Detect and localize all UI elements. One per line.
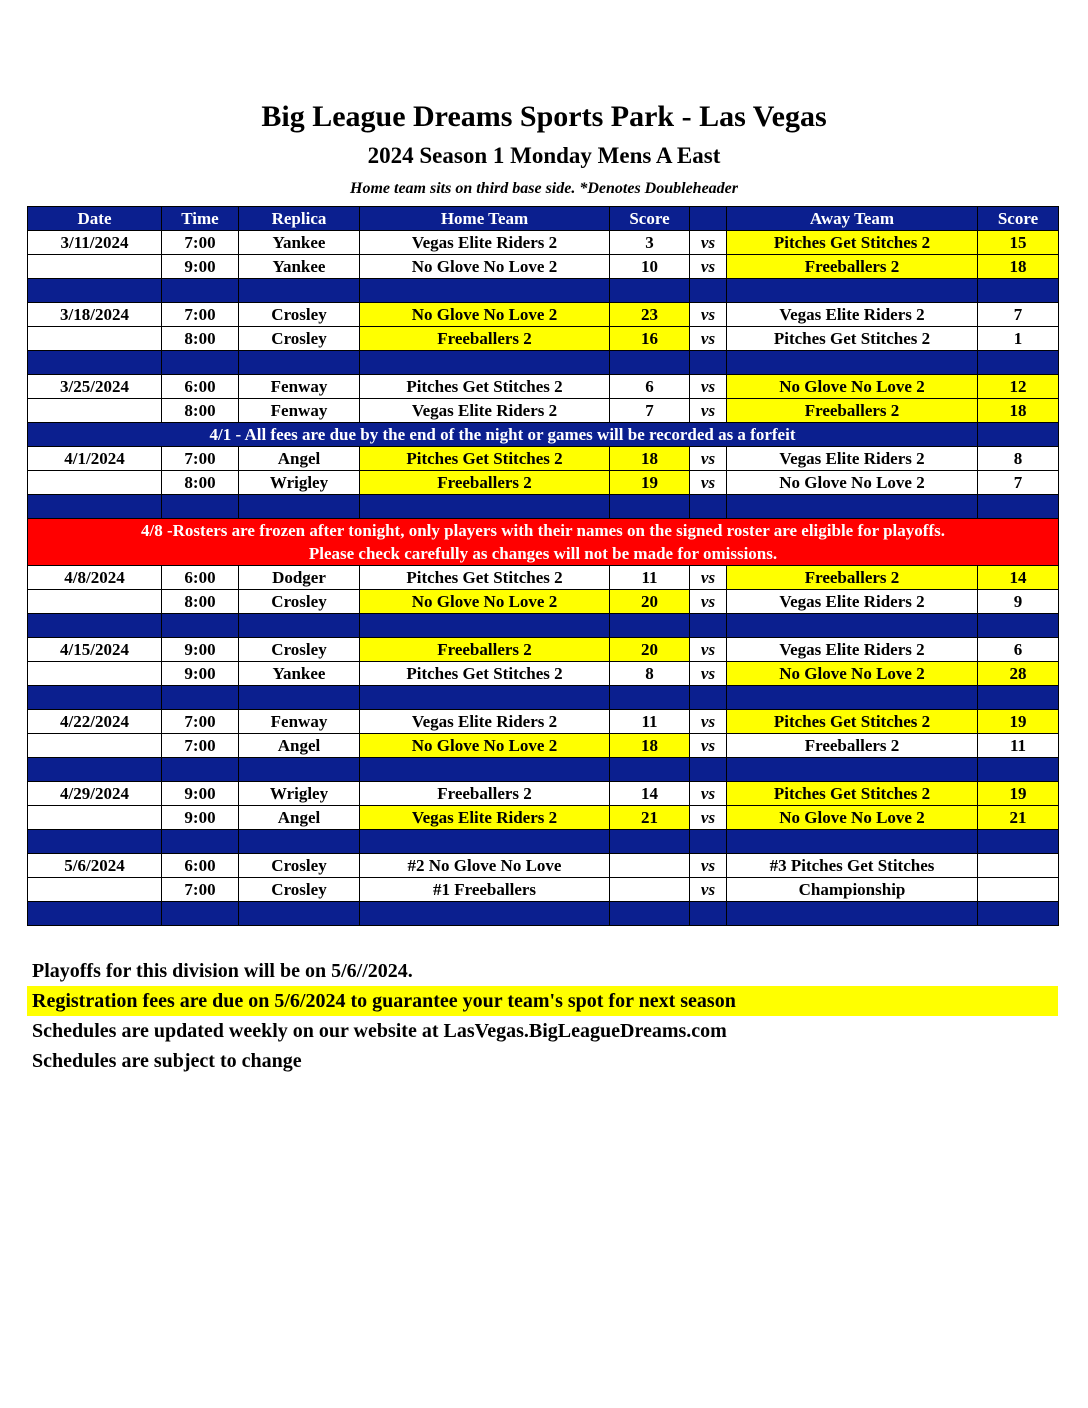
home-team: Freeballers 2 [360, 638, 610, 662]
separator-cell [610, 279, 690, 303]
home-team: Pitches Get Stitches 2 [360, 375, 610, 399]
away-team: Vegas Elite Riders 2 [727, 447, 978, 471]
vs-label: vs [690, 399, 727, 423]
alert-row [28, 519, 1059, 543]
game-replica: Angel [239, 447, 360, 471]
game-replica: Crosley [239, 303, 360, 327]
home-score: 3 [610, 231, 690, 255]
vs-label: vs [690, 638, 727, 662]
separator-cell [239, 351, 360, 375]
game-time: 9:00 [162, 782, 239, 806]
vs-label: vs [690, 590, 727, 614]
header-replica: Replica [239, 207, 360, 231]
separator-cell [727, 902, 978, 926]
game-replica: Crosley [239, 590, 360, 614]
game-time: 8:00 [162, 399, 239, 423]
separator-cell [239, 614, 360, 638]
away-score: 8 [978, 447, 1059, 471]
separator-cell [162, 495, 239, 519]
away-score: 19 [978, 782, 1059, 806]
separator-cell [690, 495, 727, 519]
game-time: 9:00 [162, 662, 239, 686]
game-replica: Angel [239, 734, 360, 758]
home-score [610, 854, 690, 878]
separator-row [28, 495, 1059, 519]
home-score [610, 878, 690, 902]
home-score: 16 [610, 327, 690, 351]
separator-cell [162, 902, 239, 926]
separator-cell [978, 614, 1059, 638]
home-team: Pitches Get Stitches 2 [360, 447, 610, 471]
away-score: 21 [978, 806, 1059, 830]
separator-cell [727, 830, 978, 854]
header-date: Date [28, 207, 162, 231]
vs-label: vs [690, 710, 727, 734]
game-row [28, 303, 1059, 327]
game-replica: Fenway [239, 375, 360, 399]
away-team: Pitches Get Stitches 2 [727, 782, 978, 806]
game-row [28, 782, 1059, 806]
game-time: 9:00 [162, 255, 239, 279]
game-time: 7:00 [162, 734, 239, 758]
separator-cell [610, 686, 690, 710]
game-row [28, 255, 1059, 279]
separator-cell [28, 614, 162, 638]
header-row [28, 207, 1059, 231]
game-date [28, 806, 162, 830]
game-replica: Fenway [239, 399, 360, 423]
game-row [28, 806, 1059, 830]
separator-cell [978, 686, 1059, 710]
vs-label: vs [690, 878, 727, 902]
separator-cell [239, 686, 360, 710]
game-row [28, 327, 1059, 351]
home-team: Pitches Get Stitches 2 [360, 566, 610, 590]
away-team: Vegas Elite Riders 2 [727, 590, 978, 614]
game-date: 3/18/2024 [28, 303, 162, 327]
game-replica: Yankee [239, 662, 360, 686]
game-date: 4/15/2024 [28, 638, 162, 662]
vs-label: vs [690, 782, 727, 806]
alert-text: 4/8 -Rosters are frozen after tonight, only players with their names on the signed roster are eligible for playoffs. [28, 519, 1059, 543]
header-time: Time [162, 207, 239, 231]
schedule-table [27, 206, 1059, 926]
vs-label: vs [690, 471, 727, 495]
footer-line: Registration fees are due on 5/6/2024 to guarantee your team's spot for next season [27, 986, 1058, 1016]
game-date [28, 590, 162, 614]
home-team: No Glove No Love 2 [360, 590, 610, 614]
separator-cell [28, 279, 162, 303]
game-row [28, 231, 1059, 255]
separator-cell [360, 279, 610, 303]
game-time: 9:00 [162, 638, 239, 662]
away-team: Vegas Elite Riders 2 [727, 303, 978, 327]
separator-cell [610, 351, 690, 375]
game-time: 7:00 [162, 710, 239, 734]
vs-label: vs [690, 806, 727, 830]
separator-cell [727, 614, 978, 638]
game-time: 7:00 [162, 231, 239, 255]
separator-cell [978, 351, 1059, 375]
alert-row [28, 542, 1059, 566]
vs-label: vs [690, 255, 727, 279]
game-replica: Crosley [239, 854, 360, 878]
away-score: 9 [978, 590, 1059, 614]
separator-cell [978, 758, 1059, 782]
header-home-team: Home Team [360, 207, 610, 231]
away-score: 1 [978, 327, 1059, 351]
away-score [978, 854, 1059, 878]
footer-line: Schedules are subject to change [32, 1050, 302, 1072]
game-row [28, 662, 1059, 686]
away-score: 7 [978, 471, 1059, 495]
game-replica: Dodger [239, 566, 360, 590]
game-date [28, 662, 162, 686]
separator-row [28, 902, 1059, 926]
home-team: Vegas Elite Riders 2 [360, 806, 610, 830]
separator-cell [239, 495, 360, 519]
home-team: Freeballers 2 [360, 327, 610, 351]
home-score: 10 [610, 255, 690, 279]
game-row [28, 590, 1059, 614]
home-team: Vegas Elite Riders 2 [360, 710, 610, 734]
vs-label: vs [690, 447, 727, 471]
game-replica: Yankee [239, 255, 360, 279]
game-replica: Crosley [239, 638, 360, 662]
game-replica: Wrigley [239, 471, 360, 495]
home-score: 19 [610, 471, 690, 495]
separator-cell [727, 279, 978, 303]
game-date [28, 255, 162, 279]
home-team: Vegas Elite Riders 2 [360, 231, 610, 255]
home-team: No Glove No Love 2 [360, 303, 610, 327]
game-date: 4/22/2024 [28, 710, 162, 734]
vs-label: vs [690, 231, 727, 255]
home-score: 18 [610, 734, 690, 758]
away-team: No Glove No Love 2 [727, 375, 978, 399]
separator-cell [239, 758, 360, 782]
separator-cell [690, 830, 727, 854]
game-date [28, 471, 162, 495]
game-replica: Fenway [239, 710, 360, 734]
home-score: 14 [610, 782, 690, 806]
separator-cell [610, 614, 690, 638]
separator-cell [239, 830, 360, 854]
header-away-team: Away Team [727, 207, 978, 231]
game-date: 4/29/2024 [28, 782, 162, 806]
separator-row [28, 614, 1059, 638]
away-score: 7 [978, 303, 1059, 327]
game-date: 3/25/2024 [28, 375, 162, 399]
away-team: No Glove No Love 2 [727, 662, 978, 686]
home-team: Pitches Get Stitches 2 [360, 662, 610, 686]
vs-label: vs [690, 303, 727, 327]
away-team: Freeballers 2 [727, 255, 978, 279]
away-score: 14 [978, 566, 1059, 590]
away-team: Pitches Get Stitches 2 [727, 327, 978, 351]
separator-cell [610, 830, 690, 854]
vs-label: vs [690, 854, 727, 878]
separator-cell [978, 495, 1059, 519]
home-score: 23 [610, 303, 690, 327]
page-subtitle: 2024 Season 1 Monday Mens A East [367, 143, 721, 168]
separator-cell [690, 614, 727, 638]
separator-cell [162, 351, 239, 375]
game-time: 6:00 [162, 375, 239, 399]
schedule-body [28, 231, 1059, 926]
game-row [28, 375, 1059, 399]
game-replica: Angel [239, 806, 360, 830]
footer-line: Schedules are updated weekly on our website at LasVegas.BigLeagueDreams.com [32, 1020, 727, 1042]
separator-cell [610, 902, 690, 926]
game-row [28, 471, 1059, 495]
away-team: Championship [727, 878, 978, 902]
separator-cell [727, 351, 978, 375]
home-team: Freeballers 2 [360, 782, 610, 806]
game-row [28, 447, 1059, 471]
separator-cell [360, 830, 610, 854]
game-date: 4/8/2024 [28, 566, 162, 590]
game-time: 7:00 [162, 878, 239, 902]
separator-cell [360, 902, 610, 926]
separator-cell [360, 351, 610, 375]
game-replica: Crosley [239, 327, 360, 351]
vs-label: vs [690, 327, 727, 351]
home-score: 20 [610, 590, 690, 614]
home-score: 11 [610, 566, 690, 590]
game-date: 4/1/2024 [28, 447, 162, 471]
away-team: Pitches Get Stitches 2 [727, 231, 978, 255]
game-row [28, 854, 1059, 878]
game-time: 6:00 [162, 854, 239, 878]
away-score: 18 [978, 399, 1059, 423]
vs-label: vs [690, 662, 727, 686]
separator-cell [239, 902, 360, 926]
page-title: Big League Dreams Sports Park - Las Vegas [261, 100, 827, 133]
home-team: #1 Freeballers [360, 878, 610, 902]
header-home-score: Score [610, 207, 690, 231]
separator-cell [239, 279, 360, 303]
game-date: 3/11/2024 [28, 231, 162, 255]
separator-cell [610, 495, 690, 519]
game-time: 7:00 [162, 303, 239, 327]
away-team: Freeballers 2 [727, 399, 978, 423]
separator-cell [28, 902, 162, 926]
separator-cell [978, 279, 1059, 303]
game-replica: Wrigley [239, 782, 360, 806]
separator-row [28, 686, 1059, 710]
away-score: 6 [978, 638, 1059, 662]
separator-cell [690, 902, 727, 926]
separator-cell [978, 902, 1059, 926]
home-score: 18 [610, 447, 690, 471]
separator-cell [360, 686, 610, 710]
notice-cell-end [978, 423, 1059, 447]
game-row [28, 878, 1059, 902]
game-row [28, 734, 1059, 758]
game-date [28, 734, 162, 758]
header-vs [690, 207, 727, 231]
game-row [28, 638, 1059, 662]
game-replica: Yankee [239, 231, 360, 255]
separator-cell [360, 758, 610, 782]
away-team: Freeballers 2 [727, 734, 978, 758]
home-team: Freeballers 2 [360, 471, 610, 495]
home-team: No Glove No Love 2 [360, 255, 610, 279]
game-row [28, 566, 1059, 590]
separator-cell [690, 758, 727, 782]
notice-row [28, 423, 1059, 447]
separator-cell [28, 758, 162, 782]
notice-text: 4/1 - All fees are due by the end of the night or games will be recorded as a forfeit [28, 423, 978, 447]
game-time: 6:00 [162, 566, 239, 590]
away-score: 12 [978, 375, 1059, 399]
game-time: 8:00 [162, 590, 239, 614]
separator-row [28, 758, 1059, 782]
home-score: 11 [610, 710, 690, 734]
separator-cell [610, 758, 690, 782]
separator-cell [727, 758, 978, 782]
away-score: 15 [978, 231, 1059, 255]
separator-cell [162, 830, 239, 854]
game-time: 8:00 [162, 327, 239, 351]
home-team: Vegas Elite Riders 2 [360, 399, 610, 423]
separator-cell [162, 686, 239, 710]
away-score [978, 878, 1059, 902]
away-team: No Glove No Love 2 [727, 806, 978, 830]
home-score: 8 [610, 662, 690, 686]
away-team: Vegas Elite Riders 2 [727, 638, 978, 662]
separator-row [28, 279, 1059, 303]
away-score: 11 [978, 734, 1059, 758]
separator-cell [28, 351, 162, 375]
vs-label: vs [690, 734, 727, 758]
away-team: #3 Pitches Get Stitches [727, 854, 978, 878]
vs-label: vs [690, 566, 727, 590]
away-team: Freeballers 2 [727, 566, 978, 590]
game-time: 7:00 [162, 447, 239, 471]
game-row [28, 710, 1059, 734]
footer-line: Playoffs for this division will be on 5/6//2024. [32, 960, 413, 982]
separator-cell [360, 495, 610, 519]
home-score: 7 [610, 399, 690, 423]
game-date [28, 399, 162, 423]
alert-text: Please check carefully as changes will not be made for omissions. [28, 542, 1059, 566]
home-score: 6 [610, 375, 690, 399]
separator-cell [162, 614, 239, 638]
separator-cell [360, 614, 610, 638]
separator-cell [690, 279, 727, 303]
game-time: 8:00 [162, 471, 239, 495]
away-score: 28 [978, 662, 1059, 686]
away-team: Pitches Get Stitches 2 [727, 710, 978, 734]
home-score: 21 [610, 806, 690, 830]
game-time: 9:00 [162, 806, 239, 830]
separator-cell [162, 758, 239, 782]
away-score: 18 [978, 255, 1059, 279]
separator-cell [727, 495, 978, 519]
header-away-score: Score [978, 207, 1059, 231]
game-date [28, 878, 162, 902]
home-team: No Glove No Love 2 [360, 734, 610, 758]
separator-cell [28, 686, 162, 710]
separator-row [28, 830, 1059, 854]
game-date: 5/6/2024 [28, 854, 162, 878]
separator-cell [690, 686, 727, 710]
separator-cell [28, 495, 162, 519]
separator-cell [162, 279, 239, 303]
game-row [28, 399, 1059, 423]
home-score: 20 [610, 638, 690, 662]
separator-cell [690, 351, 727, 375]
away-score: 19 [978, 710, 1059, 734]
vs-label: vs [690, 375, 727, 399]
away-team: No Glove No Love 2 [727, 471, 978, 495]
page-note: Home team sits on third base side. *Denotes Doubleheader [350, 180, 738, 197]
separator-cell [727, 686, 978, 710]
game-replica: Crosley [239, 878, 360, 902]
home-team: #2 No Glove No Love [360, 854, 610, 878]
separator-cell [978, 830, 1059, 854]
game-date [28, 327, 162, 351]
separator-cell [28, 830, 162, 854]
separator-row [28, 351, 1059, 375]
